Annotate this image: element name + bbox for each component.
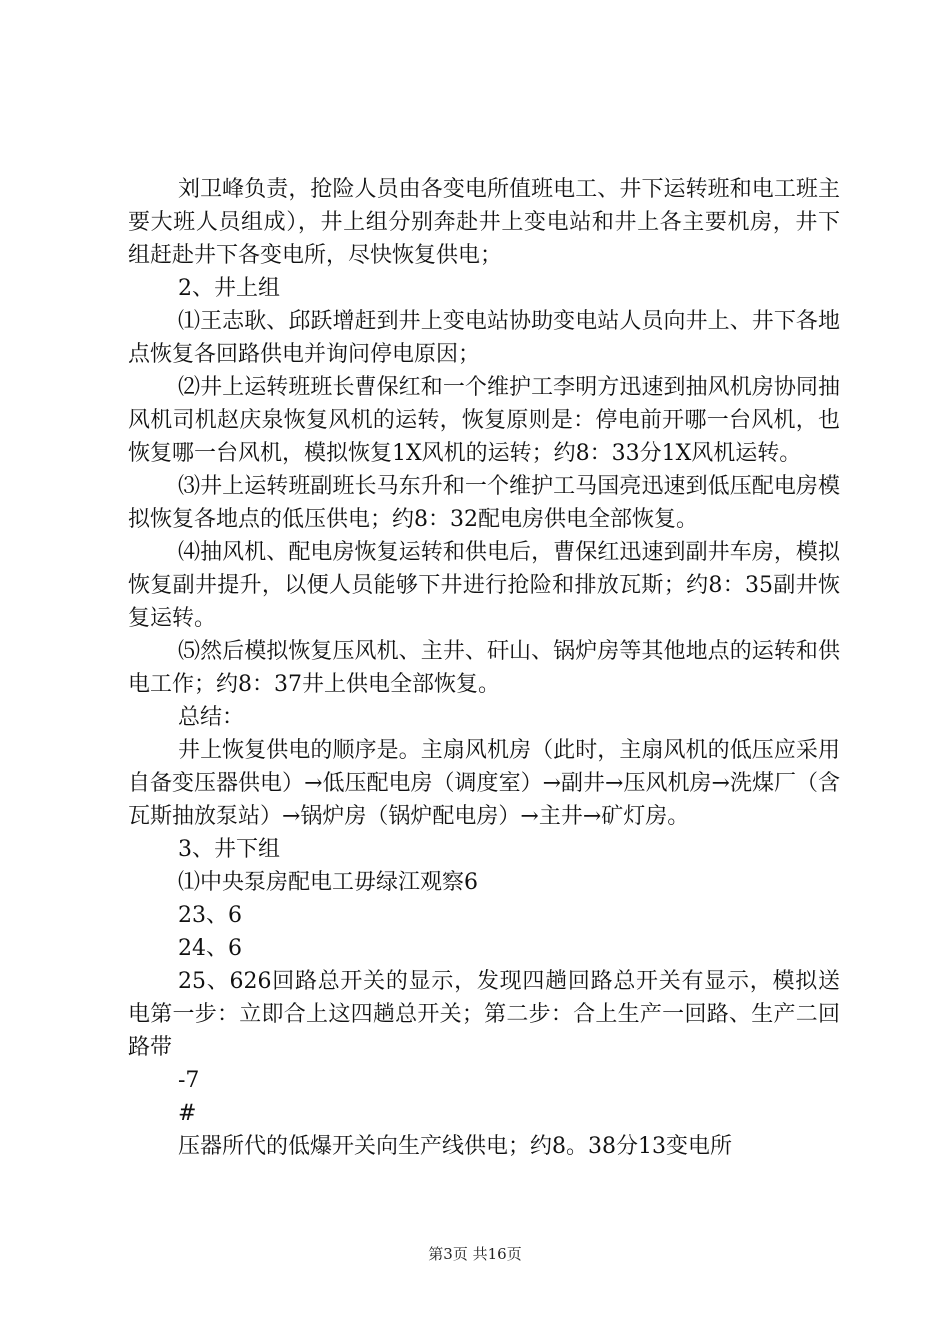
paragraph-power-steps: 25、626回路总开关的显示，发现四趟回路总开关有显示，模拟送电第一步：立即合上这四趟总开关；第二步：合上生产一回路、生产二回路带 <box>128 969 840 1060</box>
fragment-line: # <box>178 1101 197 1126</box>
paragraph-intro: 刘卫峰负责，抢险人员由各变电所值班电工、井下运转班和电工班主要大班人员组成），井上组分别奔赴井上变电站和井上各主要机房，井下组赶赴井下各变电所，尽快恢复供电； <box>128 177 840 268</box>
fragment-line: -7 <box>178 1068 200 1093</box>
list-item-5: ⑸然后模拟恢复压风机、主井、矸山、锅炉房等其他地点的运转和供电工作；约8：37井上供电全部恢复。 <box>128 639 840 697</box>
list-item-1: ⑴王志耿、邱跃增赶到井上变电站协助变电站人员向井上、井下各地点恢复各回路供电并询问停电原因； <box>128 309 840 367</box>
list-item-3: ⑶井上运转班副班长马东升和一个维护工马国亮迅速到低压配电房模拟恢复各地点的低压供电；约8：32配电房供电全部恢复。 <box>128 474 840 532</box>
section-heading-surface-group: 2、井上组 <box>178 276 280 301</box>
list-item-4: ⑷抽风机、配电房恢复运转和供电后，曹保红迅速到副井车房，模拟恢复副井提升，以便人员能够下井进行抢险和排放瓦斯；约8：35副井恢复运转。 <box>128 540 840 631</box>
section-heading-underground-group: 3、井下组 <box>178 837 280 862</box>
page-number-footer: 第3页 共16页 <box>428 1245 522 1263</box>
paragraph-continuation: 压器所代的低爆开关向生产线供电；约8。38分13变电所 <box>178 1134 732 1159</box>
summary-heading: 总结： <box>178 705 245 730</box>
fragment-line: 23、6 <box>178 903 242 928</box>
document-body <box>128 173 840 1163</box>
summary-text: 井上恢复供电的顺序是。主扇风机房（此时，主扇风机的低压应采用自备变压器供电）→低压配电房（调度室）→副井→压风机房→洗煤厂（含瓦斯抽放泵站）→锅炉房（锅炉配电房）→主井→矿灯房。 <box>128 738 840 829</box>
fragment-line: 24、6 <box>178 936 242 961</box>
list-item-2: ⑵井上运转班班长曹保红和一个维护工李明方迅速到抽风机房协同抽风机司机赵庆泉恢复风机的运转，恢复原则是：停电前开哪一台风机，也恢复哪一台风机，模拟恢复1X风机的运转；约8：33分1X风机运转。 <box>128 375 840 466</box>
list-item-underground-1: ⑴中央泵房配电工毋绿江观察6 <box>178 870 478 895</box>
